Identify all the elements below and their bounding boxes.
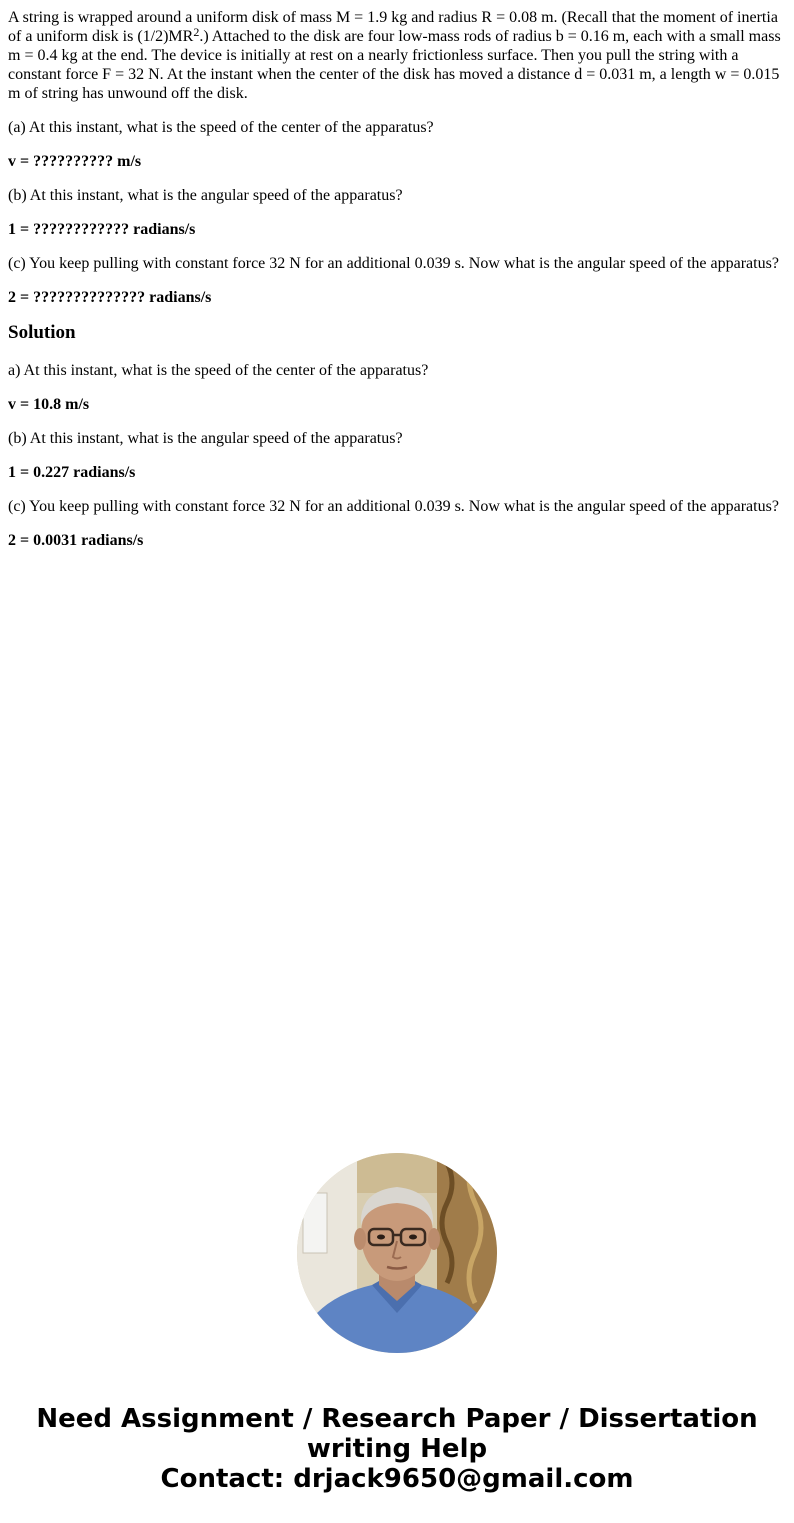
promo-contact-line: Contact: drjack9650@gmail.com [160,1464,634,1494]
answer-blank-a: v = ?????????? m/s [8,153,142,170]
promo-line-2: writing Help [306,1434,488,1464]
promo-banner [0,1404,794,1494]
solution-question-c: (c) You keep pulling with constant force 32 N for an additional 0.039 s. Now what is the angular speed of the apparatus? [8,498,779,515]
problem-statement [8,8,786,103]
solution-heading: Solution [8,322,76,343]
problem-text-part1: A string is wrapped around a uniform disk of mass M = 1.9 kg and radius R = 0.08 m. (Recall that the moment of inertia of a uniform disk is (1/2)MR [8,9,778,45]
solution-answer-a: v = 10.8 m/s [8,396,90,413]
solution-question-b: (b) At this instant, what is the angular speed of the apparatus? [8,430,403,447]
promo-line-1: Need Assignment / Research Paper / Dissertation [36,1404,758,1434]
avatar [297,1153,497,1353]
answer-blank-c: 2 = ?????????????? radians/s [8,289,212,306]
solution-question-a: a) At this instant, what is the speed of the center of the apparatus? [8,362,429,379]
problem-text-part2: .) Attached to the disk are four low-mass rods of radius b = 0.16 m, each with a small mass m = 0.4 kg at the end. The device is initially at rest on a nearly frictionless surface. Then you pull the string with a constant force F = 32 N. At the instant when the center of the disk has moved a distance d = 0.031 m, a length w = 0.015 m of string has unwound off the disk. [8,28,781,102]
solution-answer-b: 1 = 0.227 radians/s [8,464,136,481]
document-body [8,8,786,565]
question-a: (a) At this instant, what is the speed of the center of the apparatus? [8,119,434,136]
solution-answer-c: 2 = 0.0031 radians/s [8,532,144,549]
answer-blank-b: 1 = ???????????? radians/s [8,221,196,238]
superscript: 2 [193,25,200,39]
question-c: (c) You keep pulling with constant force 32 N for an additional 0.039 s. Now what is the angular speed of the apparatus? [8,255,779,272]
avatar-photo [297,1153,497,1353]
question-b: (b) At this instant, what is the angular speed of the apparatus? [8,187,403,204]
